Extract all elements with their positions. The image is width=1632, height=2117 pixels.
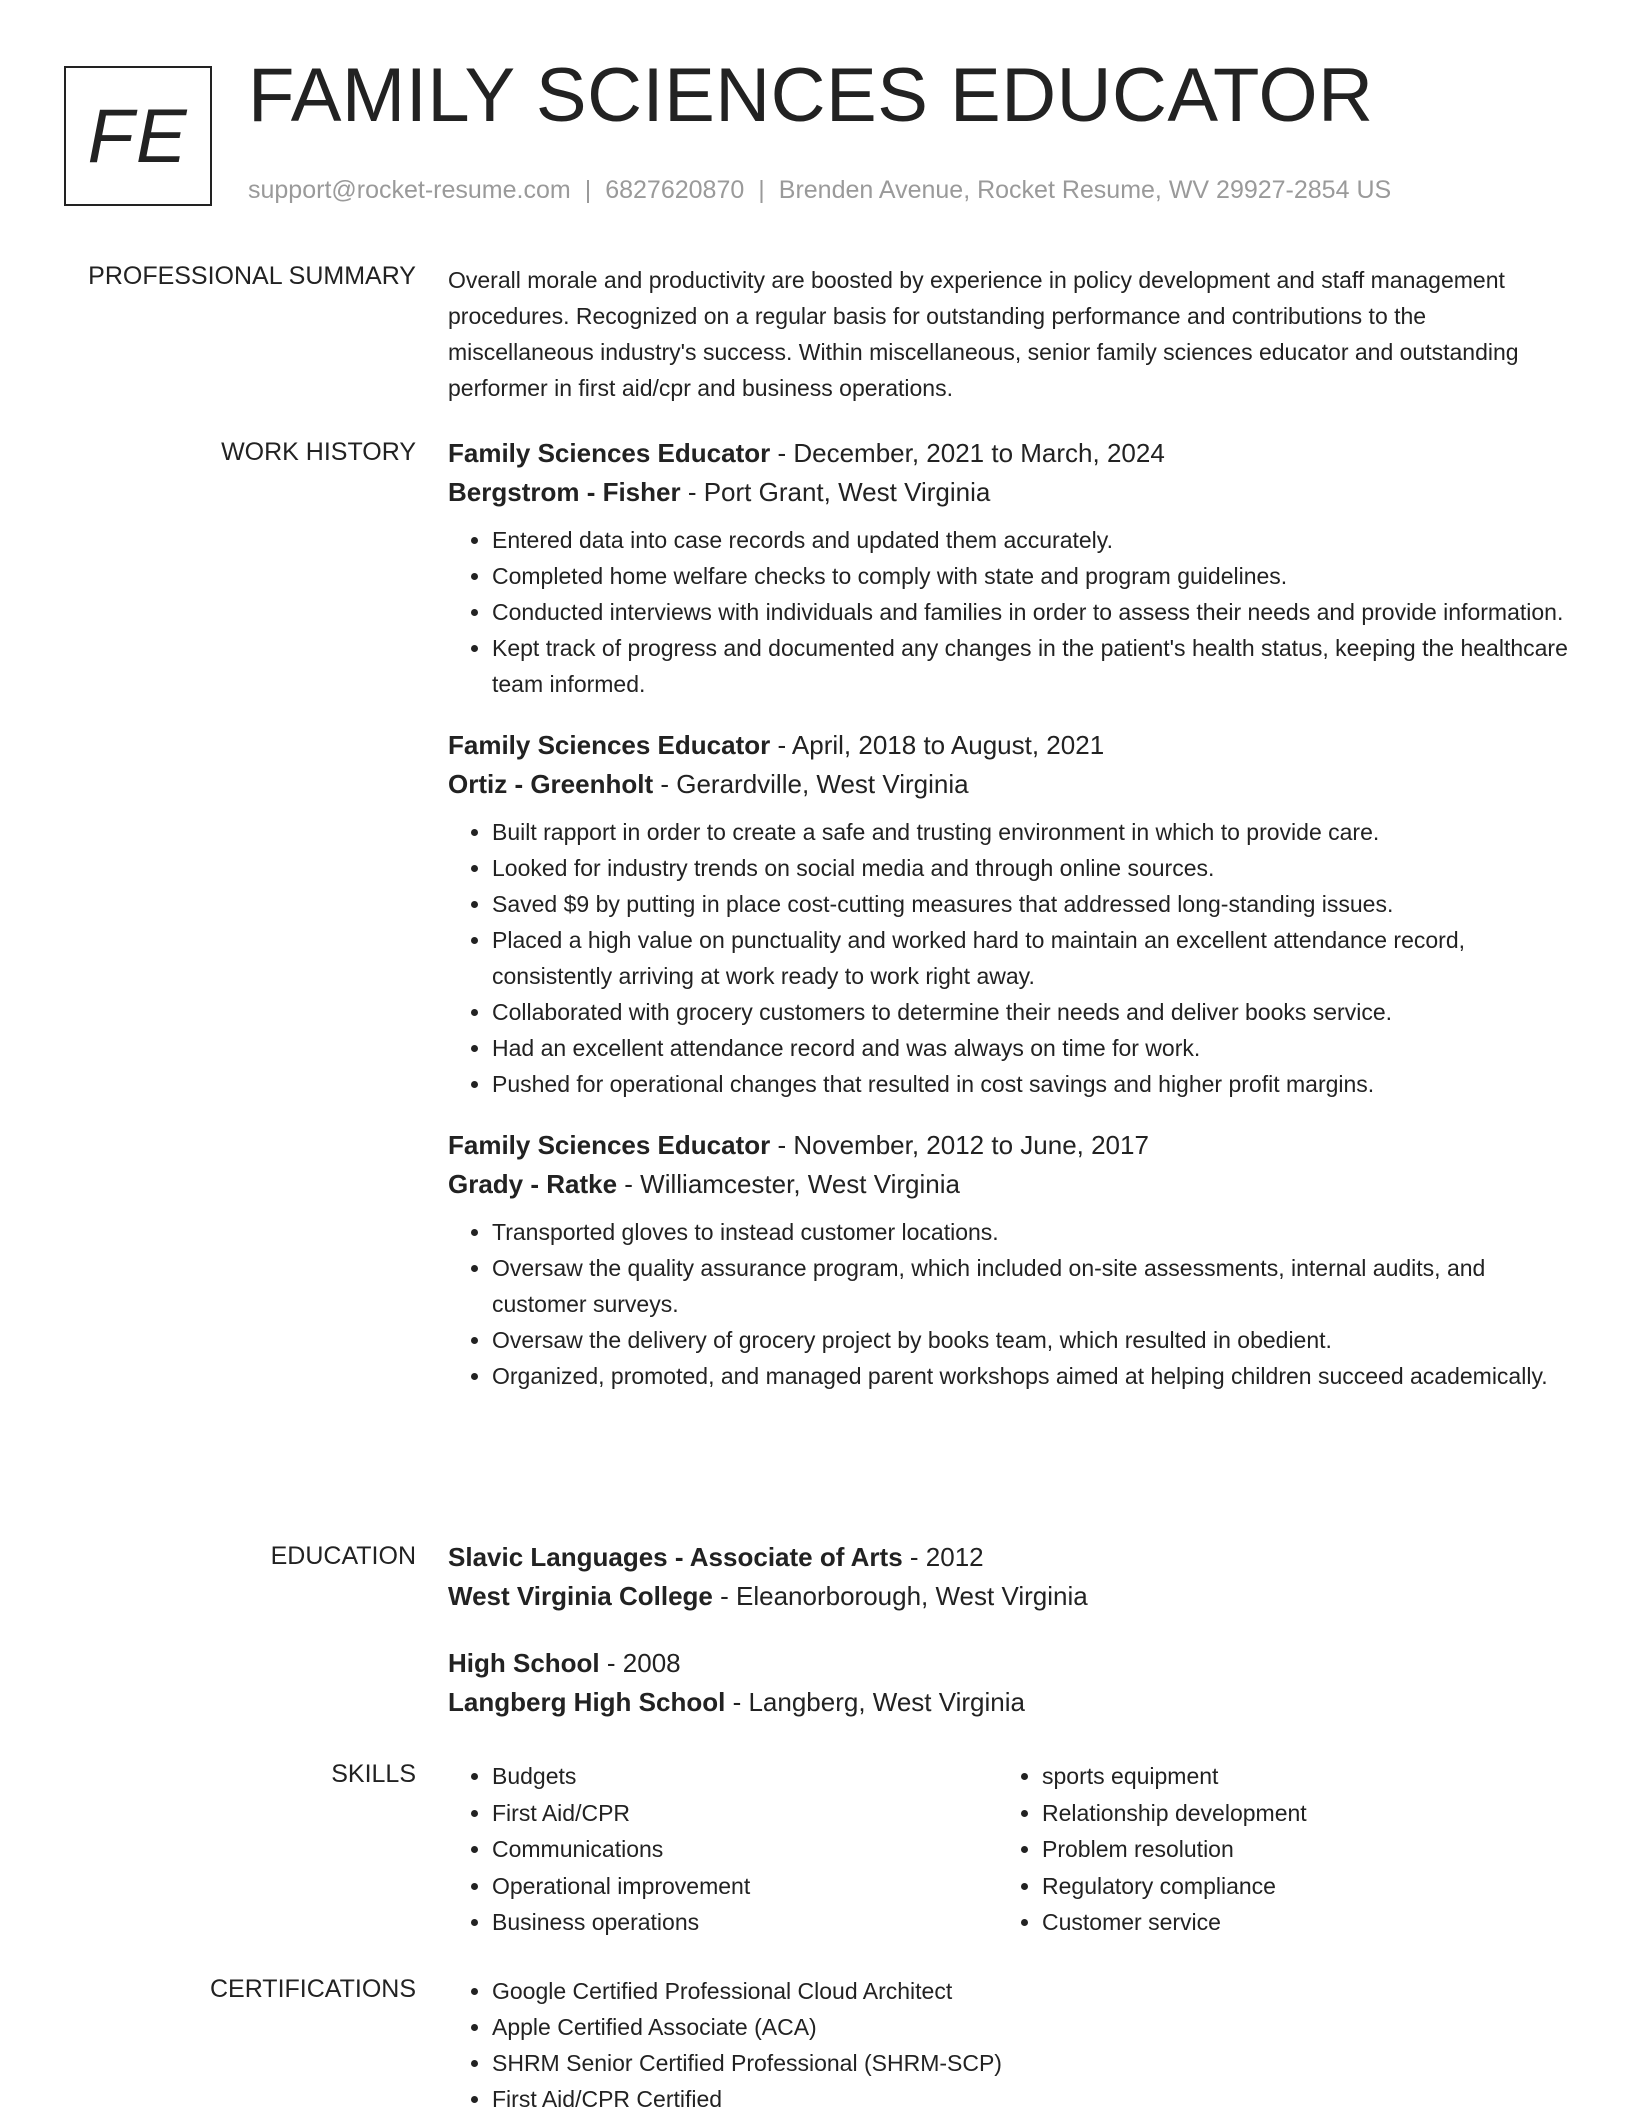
education-location: - Eleanorborough, West Virginia [712, 1581, 1088, 1611]
education-degree: Slavic Languages - Associate of Arts [448, 1542, 903, 1572]
section-title-work: WORK HISTORY [221, 438, 416, 466]
job-entry [448, 434, 1568, 702]
job-entry [448, 1126, 1568, 1394]
skills-list-right [998, 1758, 1548, 1941]
skill-item: • Regulatory compliance [1042, 1868, 1548, 1905]
list-item: • Kept track of progress and documented any changes in the patient's health status, keeping the healthcare team informed. [492, 630, 1568, 702]
job-bullets [448, 1214, 1568, 1394]
summary-text: Overall morale and productivity are boosted by experience in policy development and staff management procedures. Recognized on a regular basis for outstanding performance and contributions to the miscellaneous industry's success. Within miscellaneous, senior family sciences educator and outstanding performer in first aid/cpr and business operations. [448, 267, 1519, 401]
list-item: • Conducted interviews with individuals and families in order to assess their needs and provide information. [492, 594, 1568, 630]
job-location: - Williamcester, West Virginia [617, 1169, 960, 1199]
job-role: Family Sciences Educator [448, 1130, 771, 1160]
job-bullets [448, 814, 1568, 1102]
skill-item: • Operational improvement [492, 1868, 998, 1905]
education-year: - 2012 [902, 1542, 984, 1572]
certification-item: • SHRM Senior Certified Professional (SHRM-SCP) [492, 2045, 1568, 2081]
section-title-skills: SKILLS [331, 1760, 416, 1788]
job-dates: - December, 2021 to March, 2024 [770, 438, 1165, 468]
contact-address: Brenden Avenue, Rocket Resume, WV 29927-2854 US [778, 176, 1392, 204]
list-item: • Entered data into case records and updated them accurately. [492, 522, 1568, 558]
list-item: • Saved $9 by putting in place cost-cutting measures that addressed long-standing issues. [492, 886, 1568, 922]
list-item: • Had an excellent attendance record and was always on time for work. [492, 1030, 1568, 1066]
education-school: West Virginia College [448, 1581, 713, 1611]
certification-item: • Apple Certified Associate (ACA) [492, 2009, 1568, 2045]
skill-item: • sports equipment [1042, 1758, 1548, 1795]
job-dates: - November, 2012 to June, 2017 [770, 1130, 1149, 1160]
list-item: • Oversaw the quality assurance program, which included on-site assessments, internal audits, and customer surveys. [492, 1250, 1568, 1322]
job-company: Bergstrom - Fisher [448, 477, 681, 507]
education-year: - 2008 [599, 1648, 681, 1678]
certifications-list [448, 1973, 1568, 2117]
list-item: • Pushed for operational changes that resulted in cost savings and higher profit margins. [492, 1066, 1568, 1102]
job-entry [448, 726, 1568, 1102]
list-item: • Oversaw the delivery of grocery project by books team, which resulted in obedient. [492, 1322, 1568, 1358]
job-dates: - April, 2018 to August, 2021 [770, 730, 1105, 760]
contact-email[interactable]: support@rocket-resume.com [248, 176, 571, 204]
contact-phone[interactable]: 6827620870 [605, 176, 745, 204]
job-role: Family Sciences Educator [448, 730, 771, 760]
skill-item: • First Aid/CPR [492, 1795, 998, 1832]
monogram-logo: FE [64, 66, 212, 206]
contact-separator: | [758, 176, 765, 204]
certification-item: • Google Certified Professional Cloud Architect [492, 1973, 1568, 2009]
job-role: Family Sciences Educator [448, 438, 771, 468]
list-item: • Placed a high value on punctuality and worked hard to maintain an excellent attendance record, consistently arriving at work ready to work right away. [492, 922, 1568, 994]
job-location: - Gerardville, West Virginia [653, 769, 969, 799]
skill-item: • Communications [492, 1831, 998, 1868]
contact-line [248, 176, 1391, 205]
list-item: • Looked for industry trends on social media and through online sources. [492, 850, 1568, 886]
education-location: - Langberg, West Virginia [725, 1687, 1025, 1717]
list-item: • Completed home welfare checks to comply with state and program guidelines. [492, 558, 1568, 594]
list-item: • Transported gloves to instead customer locations. [492, 1214, 1568, 1250]
skill-item: • Customer service [1042, 1904, 1548, 1941]
skill-item: • Problem resolution [1042, 1831, 1548, 1868]
contact-separator: | [584, 176, 592, 204]
list-item: • Collaborated with grocery customers to determine their needs and deliver books service. [492, 994, 1568, 1030]
skill-item: • Business operations [492, 1904, 998, 1941]
skill-item: • Budgets [492, 1758, 998, 1795]
education-entry [448, 1644, 1568, 1722]
job-company: Ortiz - Greenholt [448, 769, 654, 799]
education-degree: High School [448, 1648, 600, 1678]
list-item: • Organized, promoted, and managed parent workshops aimed at helping children succeed academically. [492, 1358, 1568, 1394]
education-school: Langberg High School [448, 1687, 726, 1717]
job-company: Grady - Ratke [448, 1169, 618, 1199]
section-title-education: EDUCATION [270, 1542, 416, 1570]
section-title-summary: PROFESSIONAL SUMMARY [88, 262, 416, 290]
job-location: - Port Grant, West Virginia [680, 477, 991, 507]
section-title-certifications: CERTIFICATIONS [209, 1975, 416, 2003]
certification-item: • First Aid/CPR Certified [492, 2081, 1568, 2117]
skills-list-left [448, 1758, 998, 1941]
job-bullets [448, 522, 1568, 702]
education-entry [448, 1538, 1568, 1616]
list-item: • Built rapport in order to create a safe and trusting environment in which to provide care. [492, 814, 1568, 850]
skill-item: • Relationship development [1042, 1795, 1548, 1832]
resume-title: FAMILY SCIENCES EDUCATOR [248, 53, 1374, 138]
